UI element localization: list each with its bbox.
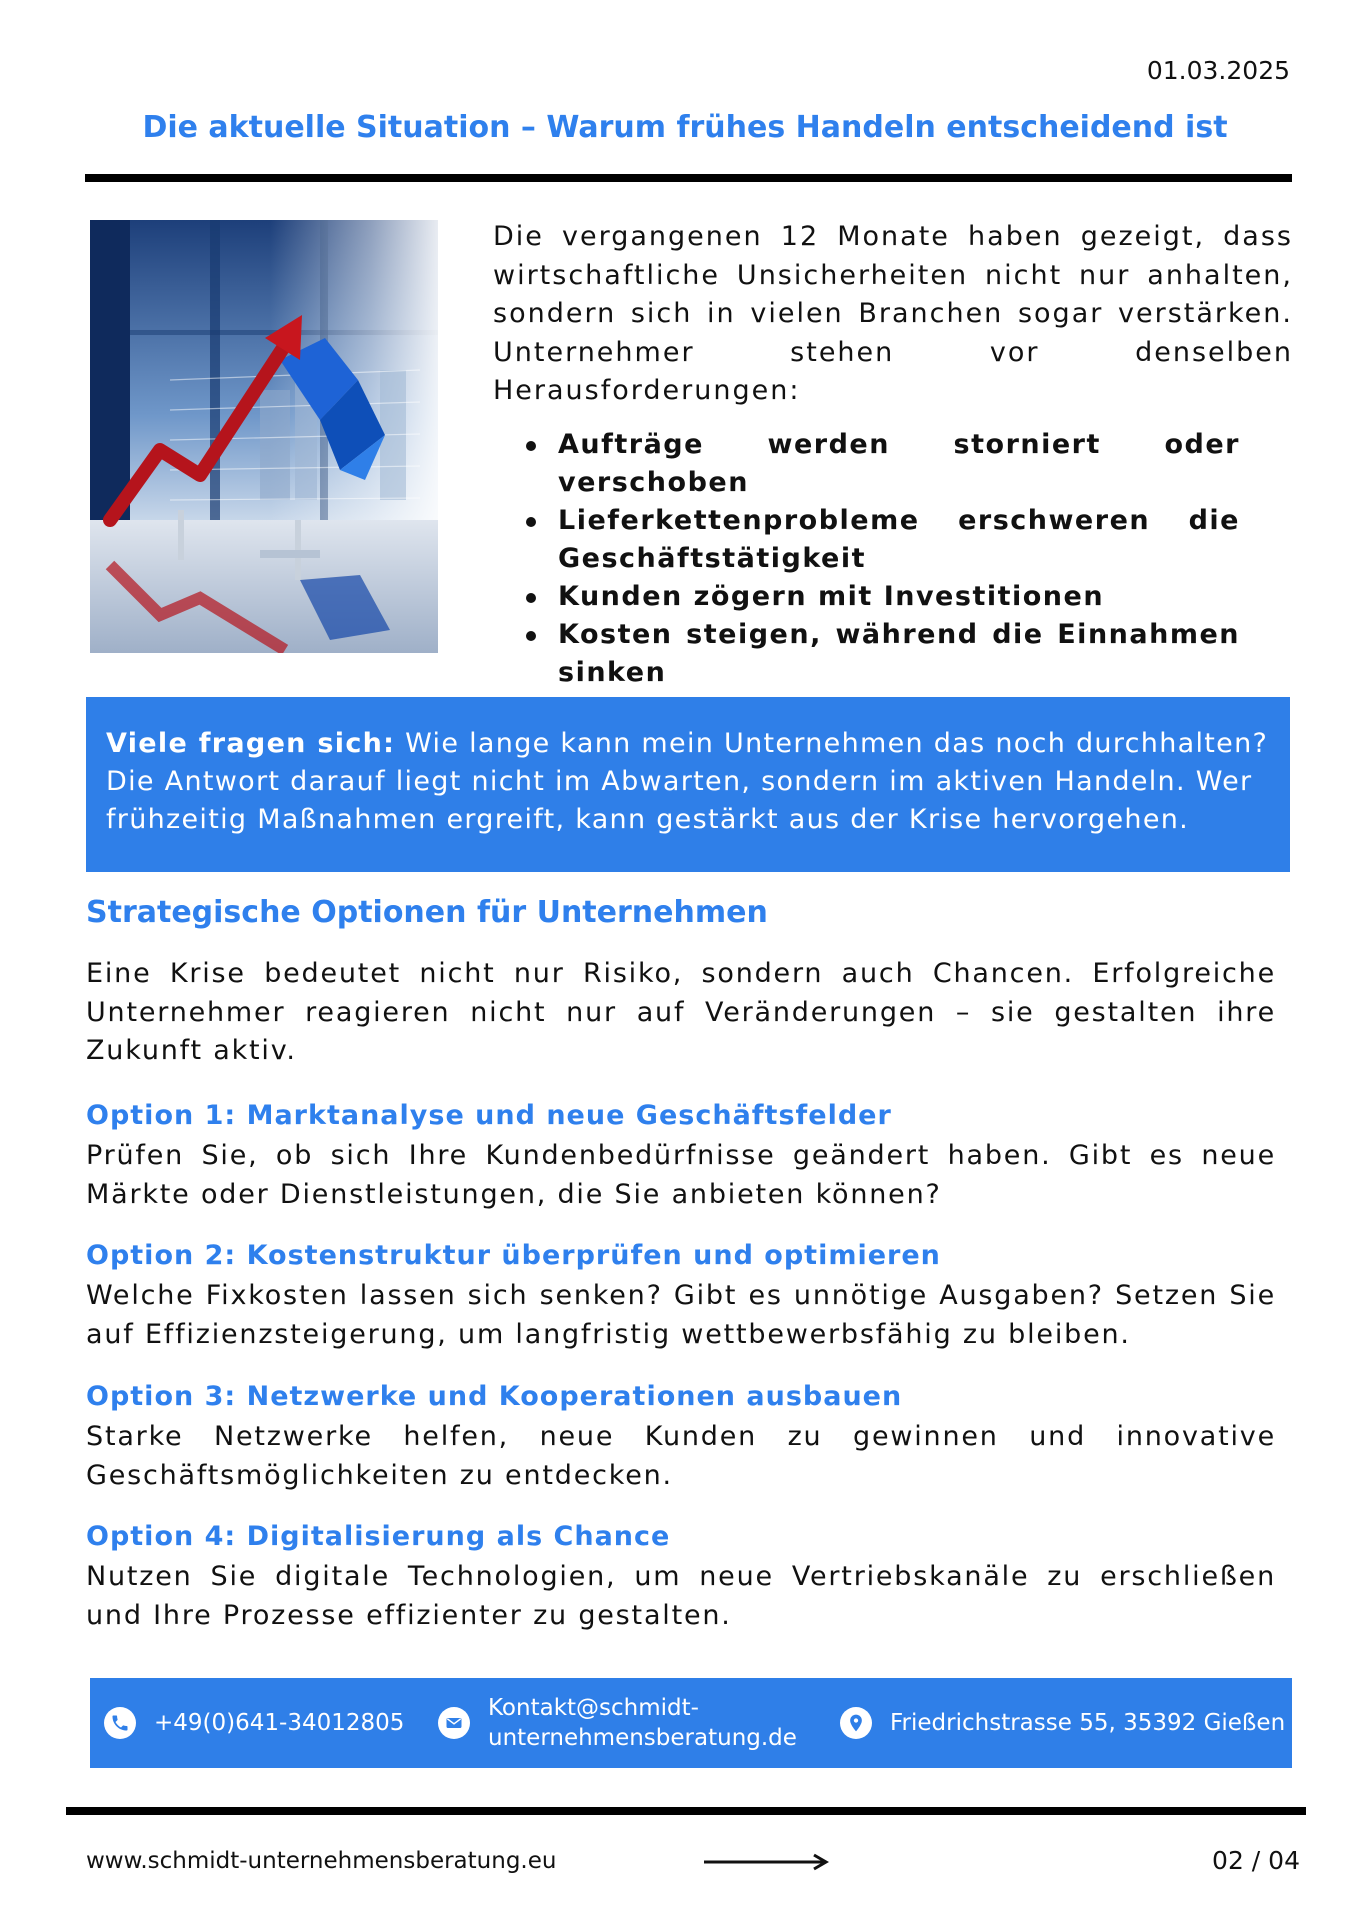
callout-lead: Viele fragen sich:	[106, 728, 396, 759]
intro-paragraph-main: Die vergangenen 12 Monate haben gezeigt, dass wirtschaftliche Unsicherheiten nicht nur anhalten, sondern sich in vielen Branchen sogar verstärken. Unternehmer stehen vor denselben	[493, 221, 1293, 368]
street-address: Friedrichstrasse 55, 35392 Gießen	[890, 1710, 1286, 1736]
option-4-text: Nutzen Sie digitale Technologien, um neue Vertriebskanäle zu erschließen und Ihre Prozesse effizienter zu gestalten.	[86, 1561, 1276, 1631]
page-number: 02 / 04	[1212, 1846, 1300, 1875]
list-item: Lieferkettenprobleme erschweren die Geschäftstätigkeit	[520, 502, 1240, 578]
option-3-text: Starke Netzwerke helfen, neue Kunden zu gewinnen und innovative Geschäftsmöglichkeiten zu entdecken.	[86, 1421, 1276, 1491]
option-2-title: Option 2: Kostenstruktur überprüfen und optimieren	[86, 1240, 941, 1271]
next-page-arrow-icon[interactable]	[704, 1852, 832, 1872]
section-intro: Eine Krise bedeutet nicht nur Risiko, sondern auch Chancen. Erfolgreiche Unternehmer reagieren nicht nur auf Veränderungen – sie gestalten ihre Zukunft aktiv.	[86, 958, 1276, 1066]
option-4-title: Option 4: Digitalisierung als Chance	[86, 1521, 671, 1552]
intro-paragraph	[493, 218, 1293, 411]
section-heading: Strategische Optionen für Unternehmen	[86, 895, 768, 930]
mail-icon	[438, 1707, 470, 1739]
top-divider	[85, 174, 1292, 182]
email-line-2: unternehmensberatung.de	[488, 1725, 797, 1751]
option-2-text: Welche Fixkosten lassen sich senken? Gibt es unnötige Ausgaben? Setzen Sie auf Effizienzsteigerung, um langfristig wettbewerbsfähig zu bleiben.	[86, 1280, 1276, 1350]
intro-paragraph-tail: Herausforderungen:	[493, 375, 801, 406]
callout-box	[86, 697, 1290, 872]
contact-email[interactable]	[438, 1678, 797, 1768]
contact-bar	[90, 1678, 1292, 1768]
footer-website-link[interactable]: www.schmidt-unternehmensberatung.eu	[86, 1848, 557, 1874]
email-address	[488, 1693, 797, 1753]
callout-text: Wie lange kann mein Unternehmen das noch durchhalten? Die Antwort darauf liegt nicht im Abwarten, sondern im aktiven Handeln. Wer frühzeitig Maßnahmen ergreift, kann gestärkt aus der Krise hervorgehen.	[106, 728, 1269, 835]
bottom-divider	[66, 1807, 1306, 1815]
list-item: Kunden zögern mit Investitionen	[520, 578, 1240, 616]
list-item: Aufträge werden storniert oder verschoben	[520, 426, 1240, 502]
challenges-list	[520, 426, 1240, 692]
option-1-title: Option 1: Marktanalyse und neue Geschäftsfelder	[86, 1100, 892, 1131]
contact-phone[interactable]	[104, 1678, 404, 1768]
option-1-text: Prüfen Sie, ob sich Ihre Kundenbedürfnisse geändert haben. Gibt es neue Märkte oder Dienstleistungen, die Sie anbieten können?	[86, 1140, 1276, 1210]
phone-icon	[104, 1707, 136, 1739]
document-date: 01.03.2025	[1146, 56, 1290, 85]
business-chart-photo	[90, 220, 438, 653]
contact-address[interactable]	[840, 1678, 1285, 1768]
page-title: Die aktuelle Situation – Warum frühes Handeln entscheidend ist	[142, 110, 1228, 145]
email-line-1: Kontakt@schmidt-	[488, 1695, 699, 1721]
option-3-title: Option 3: Netzwerke und Kooperationen ausbauen	[86, 1381, 903, 1412]
list-item: Kosten steigen, während die Einnahmen sinken	[520, 616, 1240, 692]
location-pin-icon	[840, 1707, 872, 1739]
phone-number: +49(0)641-34012805	[154, 1710, 405, 1736]
